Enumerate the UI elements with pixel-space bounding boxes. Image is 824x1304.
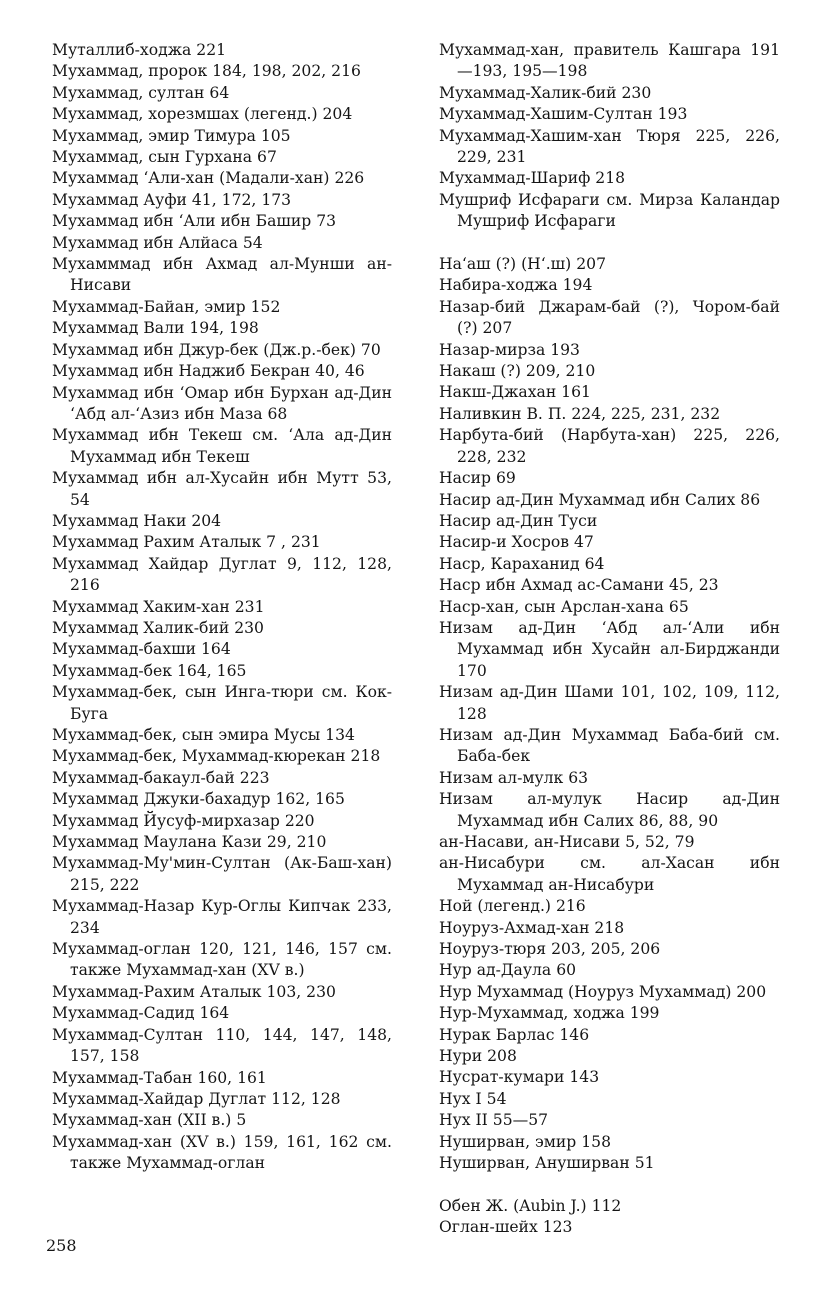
index-entry: ан-Нисабури см. ал-Хасан ибн Мухаммад ан-Нисабури xyxy=(439,854,780,894)
index-entry: Мухаммад ибн Джур-бек (Дж.р.-бек) 70 xyxy=(52,340,381,359)
index-entry: Нух I 54 xyxy=(439,1089,507,1108)
index-entry: Мухаммад-Табан 160, 161 xyxy=(52,1068,267,1087)
index-entry: Нурак Барлас 146 xyxy=(439,1025,590,1044)
index-entry: Мухаммад-Назар Кур-Оглы Кипчак 233, 234 xyxy=(52,897,392,937)
index-entry: Мухаммад-хан (XII в.) 5 xyxy=(52,1111,247,1130)
index-entry: Мухаммад Рахим Аталык 7 , 231 xyxy=(52,533,321,552)
index-entry: Мухаммад Наки 204 xyxy=(52,511,222,530)
index-entry: Мухаммад Ауфи 41, 172, 173 xyxy=(52,190,292,209)
index-entry: Мухаммад, эмир Тимура 105 xyxy=(52,126,291,145)
index-entry: Мухаммад, пророк 184, 198, 202, 216 xyxy=(52,62,361,81)
index-entry: Насир-и Хосров 47 xyxy=(439,533,594,552)
index-entry: Мухаммад ибн ʻАли ибн Башир 73 xyxy=(52,212,337,231)
index-entry: Нур ад-Даула 60 xyxy=(439,961,577,980)
index-column-right xyxy=(439,40,780,1239)
index-entry: Мухаммад-оглан 120, 121, 146, 157 см. также Мухаммад-хан (XV в.) xyxy=(52,940,392,980)
index-entry: Мухаммад Вали 194, 198 xyxy=(52,319,259,338)
index-entry: Нух II 55—57 xyxy=(439,1111,549,1130)
index-entry: Ноуруз-тюря 203, 205, 206 xyxy=(439,940,661,959)
index-entry: Мухаммад-Садид 164 xyxy=(52,1004,230,1023)
index-entry: Мухаммад Йусуф-мирхазар 220 xyxy=(52,811,315,830)
index-entry: Низам ад-Дин Мухаммад Баба-бий см. Баба-бек xyxy=(439,725,780,766)
index-entry: Насир 69 xyxy=(439,469,516,488)
index-entry: Мухаммад-хан, правитель Кашгара 191—193, 195—198 xyxy=(439,41,780,81)
index-entry: Мухаммад ибн ал-Хусайн ибн Мутт 53, 54 xyxy=(52,469,392,509)
index-entry: Наср, Караханид 64 xyxy=(439,554,605,573)
index-entry: Мухаммад Хаким-хан 231 xyxy=(52,597,265,616)
index-entry: Набира-ходжа 194 xyxy=(439,276,593,295)
index-entry: Ной (легенд.) 216 xyxy=(439,897,586,916)
index-entry: Насир ад-Дин Мухаммад ибн Салих 86 xyxy=(439,490,761,509)
index-entry: Мухаммад-бек 164, 165 xyxy=(52,661,247,680)
section-gap xyxy=(439,233,780,254)
index-entry: Мухаммад-Рахим Аталык 103, 230 xyxy=(52,982,336,1001)
index-entry: Мухаммад Джуки-бахадур 162, 165 xyxy=(52,790,345,809)
index-entry: Мухаммад-бек, Мухаммад-кюрекан 218 xyxy=(52,747,381,766)
index-entry: Мухаммад-бакаул-бай 223 xyxy=(52,768,270,787)
index-entry: Мухаммад Халик-бий 230 xyxy=(52,618,264,637)
index-entry: Мухаммад ибн Алйаса 54 xyxy=(52,233,263,252)
index-entry: Низам ал-мулук Насир ад-Дин Мухаммад ибн Салих 86, 88, 90 xyxy=(439,790,780,830)
index-entry: Нуширван, эмир 158 xyxy=(439,1132,611,1151)
index-entry: ан-Насави, ан-Нисави 5, 52, 79 xyxy=(439,833,695,852)
index-entry: Мухаммад-бек, сын Инга-тюри см. Кок-Буга xyxy=(52,683,392,723)
index-entry: Мухаммад ибн Наджиб Бекран 40, 46 xyxy=(52,362,365,381)
index-entry: Обен Ж. (Aubin J.) 112 xyxy=(439,1196,622,1215)
index-entry: Мухаммад Маулана Кази 29, 210 xyxy=(52,833,327,852)
index-entry: Мухаммад-Шариф 218 xyxy=(439,169,626,188)
index-entry: Мухаммад-Халик-бий 230 xyxy=(439,83,652,102)
index-entry: Ноуруз-Ахмад-хан 218 xyxy=(439,918,625,937)
index-entry: Нусрат-кумари 143 xyxy=(439,1068,600,1087)
index-entry: Мухаммад ибн ʻОмар ибн Бурхан ад-Дин ʻАбд ал-ʻАзиз ибн Маза 68 xyxy=(52,383,392,423)
index-entry: Мухаммад, хорезмшах (легенд.) 204 xyxy=(52,105,353,124)
index-entry: Мухаммад ʻАли-хан (Мадали-хан) 226 xyxy=(52,169,365,188)
index-entry: Назар-бий Джарам-бай (?), Чором-бай (?) 207 xyxy=(439,297,780,338)
index-entry: Низам ад-Дин ʻАбд ал-ʻАли ибн Мухаммад ибн Хусайн ал-Бирджанди 170 xyxy=(439,618,780,680)
index-entry: Низам ад-Дин Шами 101, 102, 109, 112, 128 xyxy=(439,683,780,723)
index-entry: Мухаммад-Хашим-хан Тюря 225, 226, 229, 231 xyxy=(439,126,780,167)
index-entry: Мухаммад-бек, сын эмира Мусы 134 xyxy=(52,726,355,744)
index-entry: Мухаммад-Султан 110, 144, 147, 148, 157, 158 xyxy=(52,1025,392,1066)
index-entry: Мухаммад-Хашим-Султан 193 xyxy=(439,105,688,124)
index-entry: Нарбута-бий (Нарбута-хан) 225, 226, 228, 232 xyxy=(439,426,780,466)
index-entry: Мухаммад-бахши 164 xyxy=(52,640,231,659)
index-entry: Нуширван, Ануширван 51 xyxy=(439,1154,655,1173)
index-entry: Мухамммад ибн Ахмад ал-Мунши ан-Нисави xyxy=(52,255,392,295)
index-entry: Нури 208 xyxy=(439,1047,517,1066)
index-entry: Мухаммад, султан 64 xyxy=(52,83,230,102)
index-entry: Нур Мухаммад (Ноуруз Мухаммад) 200 xyxy=(439,982,767,1001)
page-number: 258 xyxy=(46,1236,77,1255)
index-entry: Наʻаш (?) (Нʻ.ш) 207 xyxy=(439,255,606,274)
index-entry: Наср ибн Ахмад ас-Самани 45, 23 xyxy=(439,576,719,595)
index-entry: Муталлиб-ходжа 221 xyxy=(52,41,227,59)
index-entry: Наливкин В. П. 224, 225, 231, 232 xyxy=(439,404,721,423)
index-entry: Накаш (?) 209, 210 xyxy=(439,362,596,381)
section-gap xyxy=(439,1175,780,1196)
index-entry: Наср-хан, сын Арслан-хана 65 xyxy=(439,597,689,616)
index-entry: Мухаммад-хан (XV в.) 159, 161, 162 см. также Мухаммад-оглан xyxy=(52,1132,392,1173)
index-entry: Мухаммад-Байан, эмир 152 xyxy=(52,297,281,316)
index-entry: Мухаммад ибн Текеш см. ʻАла ад-Дин Мухаммад ибн Текеш xyxy=(52,426,392,466)
index-entry: Мухаммад Хайдар Дуглат 9, 112, 128, 216 xyxy=(52,554,392,595)
index-column-left xyxy=(52,40,392,1175)
index-entry: Мушриф Исфараги см. Мирза Каландар Мушриф Исфараги xyxy=(439,190,780,231)
index-entry: Мухаммад-Хайдар Дуглат 112, 128 xyxy=(52,1089,341,1108)
index-entry: Назар-мирза 193 xyxy=(439,340,580,359)
index-entry: Нур-Мухаммад, ходжа 199 xyxy=(439,1004,660,1023)
index-entry: Низам ал-мулк 63 xyxy=(439,768,589,787)
index-entry: Оглан-шейх 123 xyxy=(439,1218,573,1237)
index-entry: Мухаммад-Му'мин-Султан (Ак-Баш-хан) 215, 222 xyxy=(52,854,392,894)
index-entry: Накш-Джахан 161 xyxy=(439,383,591,402)
index-entry: Насир ад-Дин Туси xyxy=(439,511,598,530)
index-entry: Мухаммад, сын Гурхана 67 xyxy=(52,148,277,167)
